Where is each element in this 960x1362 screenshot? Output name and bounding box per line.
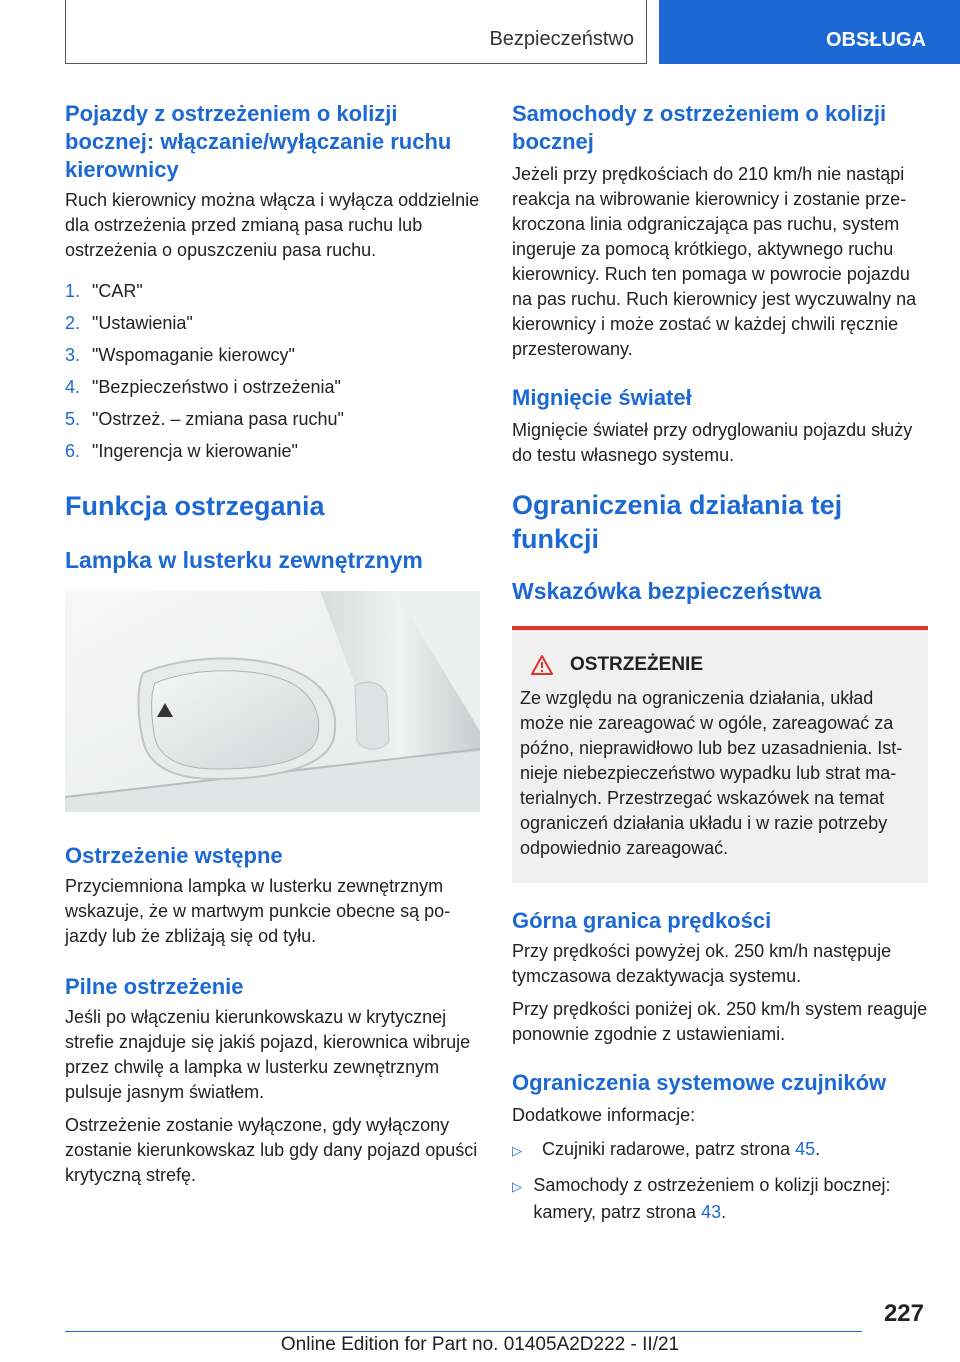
- steps-list: [65, 275, 480, 467]
- mirror-illustration: [65, 591, 480, 812]
- header-section-title: Bezpieczeństwo: [489, 28, 634, 50]
- page-number: 227: [883, 1300, 924, 1327]
- triangle-right-icon: ▷: [512, 1179, 522, 1194]
- heading-safety-note: Wskazówka bezpieczeństwa: [512, 578, 822, 604]
- heading-urgent-warning: Pilne ostrzeżenie: [65, 974, 244, 999]
- paragraph-toggle-intro: Ruch kierownicy można włącza i wyłącza oddzielnie dla ostrzeżenia przed zmianą pasa ruchu lub ostrzeżenia o opuszczeniu pasa ruchu.: [65, 190, 480, 260]
- heading-side-collision-cars: Samochody z ostrzeżeniem o kolizji bocznej: [512, 101, 887, 154]
- list-item: 4. "Bezpieczeństwo i ostrzeżenia": [65, 377, 341, 397]
- paragraph-urgent-warning: Jeśli po włączeniu kierunkowskazu w krytycznej strefie znajduje się jakiś pojazd, kierownica wibruje przez chwilę a lampka w lusterku zewnętrznym pulsuje jasnym światłem.: [65, 1007, 471, 1102]
- right-column: [512, 100, 928, 1226]
- paragraph-light-flash: Mignięcie świateł przy odryglowaniu pojazdu służy do testu własnego systemu.: [512, 420, 913, 465]
- paragraph-speed-below: Przy prędkości poniżej ok. 250 km/h system reaguje ponownie zgodnie z ustawieniami.: [512, 999, 928, 1044]
- paragraph-pre-warning: Przyciemniona lampka w lusterku zewnętrznym wskazuje, że w martwym punkcie obecne są pojazdy lub że zbliżają się od tyłu.: [65, 876, 451, 946]
- heading-mirror-lamp: Lampka w lusterku zewnętrznym: [65, 547, 423, 573]
- footer-edition: Online Edition for Part no. 01405A2D222 - II/21: [280, 1334, 680, 1355]
- paragraph-speed-above: Przy prędkości powyżej ok. 250 km/h następuje tymczasowa dezaktywacja systemu.: [512, 941, 892, 986]
- warning-title: OSTRZEŻENIE: [530, 654, 916, 676]
- paragraph-additional-info: Dodatkowe informacje:: [512, 1105, 696, 1125]
- warning-text: Ze względu na ograniczenia działania, układ może nie zareagować w ogóle, zareagować za późno, nieprawidłowo lub bez uzasadnienia. Istnieje niebezpieczeństwo wypadku lub strat materialnych. Przestrzegać wskazówek na temat ograniczeń działania układu i w razie potrzeby odpowiednio zareagować.: [520, 688, 903, 858]
- list-item: ▷ Czujniki radarowe, patrz strona 45.: [512, 1136, 928, 1164]
- list-item: 2. "Ustawienia": [65, 313, 193, 333]
- footer-divider: [65, 1331, 862, 1332]
- heading-warning-function: Funkcja ostrzegania: [65, 491, 325, 521]
- reference-list: [512, 1136, 928, 1226]
- side-mirror-image: [65, 591, 480, 812]
- heading-speed-limit: Górna granica prędkości: [512, 908, 772, 933]
- warning-box: [512, 626, 928, 883]
- heading-side-collision-toggle: Pojazdy z ostrzeżeniem o kolizji bocznej: włączanie/wyłączanie ruchu kierownicy: [65, 101, 452, 182]
- header-chapter-tab: OBSŁUGA: [659, 0, 960, 64]
- page-header: [0, 0, 960, 66]
- list-item: 3. "Wspomaganie kierowcy": [65, 345, 295, 365]
- warning-triangle-icon: [530, 654, 554, 676]
- paragraph-warning-off: Ostrzeżenie zostanie wyłączone, gdy wyłączony zostanie kierunkowskaz lub gdy dany pojazd opuści krytyczną strefę.: [65, 1115, 478, 1185]
- paragraph-steering-intervention: Jeżeli przy prędkościach do 210 km/h nie nastąpi reakcja na wibrowanie kierownicy i zostanie przekroczona linia odgraniczająca pas ruchu, system ingeruje za pomocą krótkiego, aktywnego ruchu kierownicy. Ruch ten pomaga w powrocie pojazdu na pas ruchu. Ruch kierownicy jest wyczuwalny na kierownicy i może zostać w każdej chwili ręcznie przesterowany.: [512, 164, 917, 359]
- list-item: 1. "CAR": [65, 281, 143, 301]
- page-link-43[interactable]: 43: [701, 1202, 722, 1222]
- heading-sensor-limits: Ograniczenia systemowe czujników: [512, 1070, 887, 1095]
- heading-light-flash: Mignięcie świateł: [512, 385, 692, 410]
- heading-pre-warning: Ostrzeżenie wstępne: [65, 843, 283, 868]
- left-column: [65, 100, 480, 1188]
- list-item: ▷ Samochody z ostrzeżeniem o kolizji bocznej: kamery, patrz strona 43.: [512, 1172, 928, 1226]
- triangle-right-icon: ▷: [512, 1143, 522, 1158]
- list-item: 5. "Ostrzeż. – zmiana pasa ruchu": [65, 409, 344, 429]
- list-item: 6. "Ingerencja w kierowanie": [65, 441, 298, 461]
- page-link-45[interactable]: 45: [795, 1139, 816, 1159]
- heading-function-limits: Ograniczenia działania tej funkcji: [512, 490, 843, 554]
